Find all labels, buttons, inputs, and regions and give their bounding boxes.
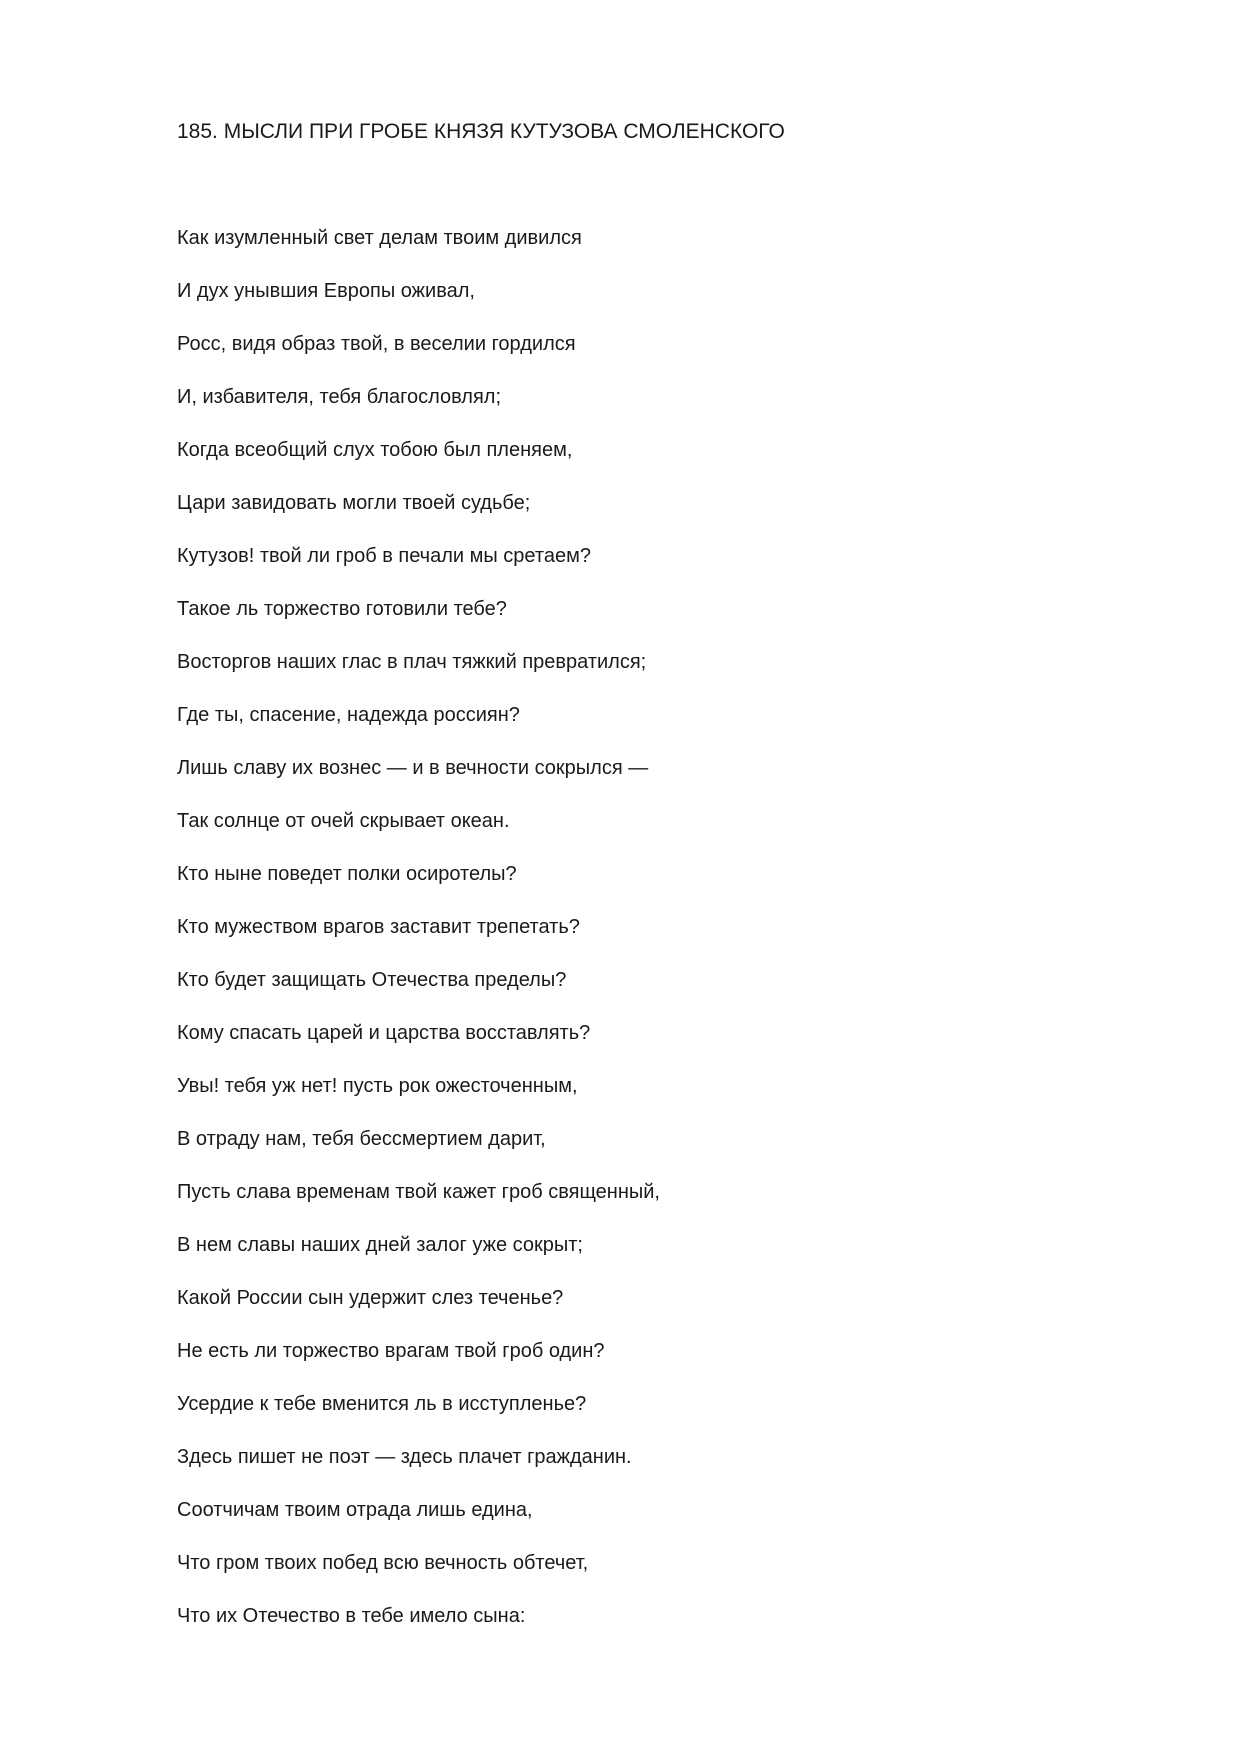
poem-line: Какой России сын удержит слез теченье? xyxy=(177,1287,564,1309)
poem-line: Кому спасать царей и царства восставлять? xyxy=(177,1022,591,1044)
poem-body xyxy=(177,224,660,1655)
poem-line: Восторгов наших глас в плач тяжкий превратился; xyxy=(177,651,647,673)
poem-line: Такое ль торжество готовили тебе? xyxy=(177,598,507,620)
poem-line: Как изумленный свет делам твоим дивился xyxy=(177,227,582,249)
poem-line: Что их Отечество в тебе имело сына: xyxy=(177,1605,526,1627)
poem-line: Когда всеобщий слух тобою был пленяем, xyxy=(177,439,573,461)
poem-line: Увы! тебя уж нет! пусть рок ожесточенным, xyxy=(177,1075,578,1097)
poem-line: Кто ныне поведет полки осиротелы? xyxy=(177,863,517,885)
poem-line: В отраду нам, тебя бессмертием дарит, xyxy=(177,1128,546,1150)
poem-line: Цари завидовать могли твоей судьбе; xyxy=(177,492,531,514)
poem-line: Усердие к тебе вменится ль в исступленье? xyxy=(177,1393,587,1415)
poem-title: 185. МЫСЛИ ПРИ ГРОБЕ КНЯЗЯ КУТУЗОВА СМОЛЕНСКОГО xyxy=(177,120,785,143)
poem-line: И, избавителя, тебя благословлял; xyxy=(177,386,502,408)
poem-line: Не есть ли торжество врагам твой гроб один? xyxy=(177,1340,605,1362)
poem-line: Пусть слава временам твой кажет гроб священный, xyxy=(177,1181,660,1203)
poem-line: Росс, видя образ твой, в веселии гордился xyxy=(177,333,576,355)
poem-line: Здесь пишет не поэт — здесь плачет гражданин. xyxy=(177,1446,632,1468)
poem-line: В нем славы наших дней залог уже сокрыт; xyxy=(177,1234,583,1256)
poem-line: И дух унывшия Европы оживал, xyxy=(177,280,475,302)
poem-line: Кто будет защищать Отечества пределы? xyxy=(177,969,567,991)
poem-line: Кто мужеством врагов заставит трепетать? xyxy=(177,916,580,938)
poem-line: Что гром твоих побед всю вечность обтечет, xyxy=(177,1552,589,1574)
poem-line: Так солнце от очей скрывает океан. xyxy=(177,810,510,832)
poem-line: Соотчичам твоим отрада лишь едина, xyxy=(177,1499,533,1521)
poem-line: Кутузов! твой ли гроб в печали мы сретаем? xyxy=(177,545,591,567)
poem-line: Где ты, спасение, надежда россиян? xyxy=(177,704,520,726)
poem-line: Лишь славу их вознес — и в вечности сокрылся — xyxy=(177,757,649,779)
